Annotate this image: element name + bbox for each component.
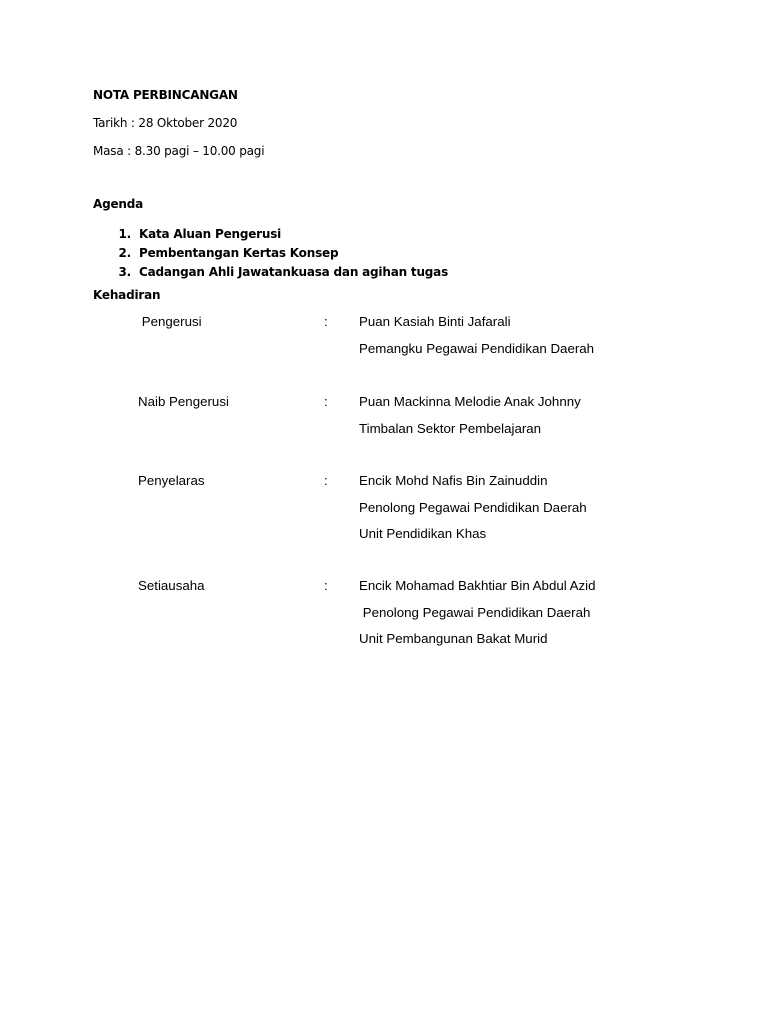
attendance-details	[359, 473, 587, 553]
agenda-item-text: Cadangan Ahli Jawatankuasa dan agihan tugas	[139, 265, 449, 279]
attendance-unit: Unit Pendidikan Khas	[359, 526, 487, 541]
attendance-details	[359, 578, 596, 658]
time-line: Masa : 8.30 pagi – 10.00 pagi	[93, 144, 265, 158]
attendance-details	[359, 394, 581, 447]
date-line: Tarikh : 28 Oktober 2020	[93, 116, 238, 130]
agenda-heading: Agenda	[93, 197, 144, 211]
attendance-role: Penyelaras	[138, 473, 205, 488]
attendance-details	[359, 314, 594, 367]
attendance-heading: Kehadiran	[93, 288, 161, 302]
attendance-colon: :	[324, 394, 328, 409]
attendance-position: Timbalan Sektor Pembelajaran	[359, 420, 542, 436]
agenda-item-number: 3.	[118, 265, 131, 279]
attendance-role: Pengerusi	[138, 314, 202, 329]
attendance-position: Penolong Pegawai Pendidikan Daerah	[359, 499, 587, 515]
attendance-name: Encik Mohamad Bakhtiar Bin Abdul Azid	[359, 578, 596, 593]
attendance-unit: Unit Pembangunan Bakat Murid	[359, 631, 548, 646]
attendance-role: Naib Pengerusi	[138, 394, 229, 409]
attendance-colon: :	[324, 314, 328, 329]
document-title: NOTA PERBINCANGAN	[93, 88, 238, 102]
attendance-name: Puan Kasiah Binti Jafarali	[359, 314, 511, 329]
attendance-colon: :	[324, 578, 328, 593]
attendance-name: Encik Mohd Nafis Bin Zainuddin	[359, 473, 548, 488]
attendance-role: Setiausaha	[138, 578, 205, 593]
attendance-colon: :	[324, 473, 328, 488]
attendance-name: Puan Mackinna Melodie Anak Johnny	[359, 394, 581, 409]
attendance-position: Penolong Pegawai Pendidikan Daerah	[359, 604, 591, 620]
agenda-item-number: 1.	[118, 227, 131, 241]
attendance-position: Pemangku Pegawai Pendidikan Daerah	[359, 340, 595, 356]
agenda-item-text: Pembentangan Kertas Konsep	[139, 246, 339, 260]
agenda-item-number: 2.	[118, 246, 131, 260]
agenda-item-text: Kata Aluan Pengerusi	[139, 227, 282, 241]
